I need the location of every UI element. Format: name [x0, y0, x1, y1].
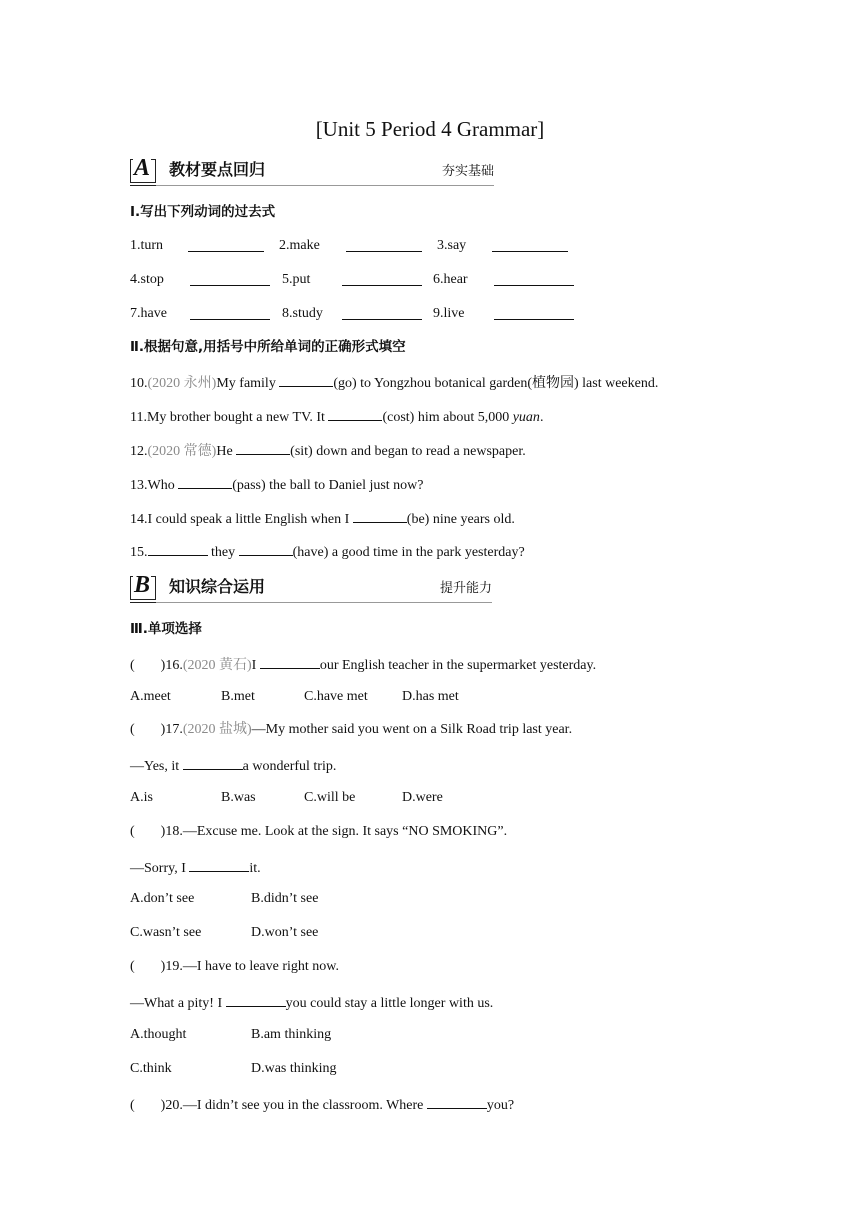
- question-source: (2020 黄石): [182, 658, 252, 673]
- option-c[interactable]: C.think: [130, 1061, 172, 1076]
- option-d[interactable]: D.was thinking: [251, 1061, 337, 1076]
- question-text: .: [539, 410, 544, 425]
- option-c[interactable]: C.will be: [304, 790, 356, 805]
- question-text: it.: [249, 861, 261, 876]
- answer-blank[interactable]: [328, 406, 382, 421]
- answer-blank[interactable]: [346, 237, 422, 252]
- word-item: 8.study: [282, 306, 323, 321]
- question-text: —Sorry, I: [130, 861, 190, 876]
- answer-blank[interactable]: [236, 440, 290, 455]
- question-18: [130, 823, 507, 841]
- section-b-header: [130, 574, 492, 604]
- option-d[interactable]: D.were: [402, 790, 443, 805]
- part3-heading: Ⅲ.单项选择: [130, 621, 202, 637]
- option-a[interactable]: A.meet: [130, 689, 171, 704]
- question-text: (go) to Yongzhou botanical garden(植物园) last weekend.: [333, 376, 659, 391]
- question-text: you?: [486, 1098, 515, 1113]
- question-source: (2020 盐城): [182, 722, 252, 737]
- question-16: [130, 654, 596, 675]
- word-item: 6.hear: [433, 272, 468, 287]
- question-11: [130, 406, 543, 427]
- question-13: [130, 474, 424, 495]
- option-d[interactable]: D.has met: [402, 689, 459, 704]
- question-text: 14.I could speak a little English when I: [130, 512, 353, 527]
- answer-blank[interactable]: [279, 372, 333, 387]
- question-text: I: [251, 658, 260, 673]
- question-14: [130, 508, 515, 529]
- answer-blank[interactable]: [190, 271, 270, 286]
- question-text: 13.Who: [130, 478, 179, 493]
- question-17: [130, 721, 572, 739]
- question-text: our English teacher in the supermarket yesterday.: [319, 658, 597, 673]
- question-19-reply: [130, 992, 493, 1013]
- question-text: My family: [216, 376, 280, 391]
- question-number: )17.: [160, 722, 183, 737]
- option-b[interactable]: B.met: [221, 689, 255, 704]
- option-b[interactable]: B.am thinking: [251, 1027, 332, 1042]
- answer-blank[interactable]: [178, 474, 232, 489]
- section-title: 教材要点回归: [169, 160, 266, 179]
- answer-blank[interactable]: [226, 992, 286, 1007]
- word-item: 7.have: [130, 306, 167, 321]
- question-text: (pass) the ball to Daniel just now?: [232, 478, 424, 493]
- question-number: 12.: [130, 444, 148, 459]
- option-a[interactable]: A.don’t see: [130, 891, 195, 906]
- answer-blank[interactable]: [188, 237, 264, 252]
- option-b[interactable]: B.didn’t see: [251, 891, 319, 906]
- word-item: 2.make: [279, 238, 320, 253]
- question-text: —My mother said you went on a Silk Road trip last year.: [251, 722, 573, 737]
- section-divider: [156, 602, 492, 603]
- question-text: —I have to leave right now.: [182, 959, 339, 974]
- option-a[interactable]: A.thought: [130, 1027, 187, 1042]
- option-c[interactable]: C.wasn’t see: [130, 925, 202, 940]
- answer-paren-open: (: [130, 824, 135, 839]
- question-text: 15.: [130, 545, 148, 560]
- answer-paren-open: (: [130, 658, 135, 673]
- question-number: 10.: [130, 376, 148, 391]
- question-text: —What a pity! I: [130, 996, 226, 1011]
- question-17-reply: [130, 755, 336, 776]
- answer-paren-open: (: [130, 722, 135, 737]
- answer-blank[interactable]: [260, 654, 320, 669]
- part1-heading: Ⅰ.写出下列动词的过去式: [130, 204, 276, 220]
- word-item: 9.live: [433, 306, 465, 321]
- answer-blank[interactable]: [342, 271, 422, 286]
- part2-heading: Ⅱ.根据句意,用括号中所给单词的正确形式填空: [130, 339, 406, 355]
- page-title: [Unit 5 Period 4 Grammar]: [315, 117, 545, 141]
- question-number: )16.: [160, 658, 183, 673]
- section-subtitle: 夯实基础: [441, 164, 494, 179]
- question-19: [130, 958, 339, 976]
- question-text: (have) a good time in the park yesterday?: [292, 545, 525, 560]
- option-d[interactable]: D.won’t see: [251, 925, 319, 940]
- answer-blank[interactable]: [239, 541, 293, 556]
- option-a[interactable]: A.is: [130, 790, 153, 805]
- question-10: [130, 372, 658, 393]
- question-text: —Excuse me. Look at the sign. It says “NO SMOKING”.: [182, 824, 508, 839]
- section-subtitle: 提升能力: [439, 581, 492, 596]
- answer-blank[interactable]: [494, 305, 574, 320]
- question-number: )19.: [160, 959, 183, 974]
- word-item: 5.put: [282, 272, 311, 287]
- option-b[interactable]: B.was: [221, 790, 256, 805]
- answer-blank[interactable]: [353, 508, 407, 523]
- question-number: )18.: [160, 824, 183, 839]
- question-12: [130, 440, 526, 461]
- question-text: He: [216, 444, 237, 459]
- answer-blank[interactable]: [190, 305, 270, 320]
- section-divider: [156, 185, 494, 186]
- answer-blank[interactable]: [427, 1094, 487, 1109]
- question-text: they: [207, 545, 239, 560]
- question-number: )20.: [160, 1098, 183, 1113]
- answer-paren-open: (: [130, 959, 135, 974]
- question-20: [130, 1094, 514, 1115]
- section-divider-dark: [130, 602, 156, 603]
- answer-blank[interactable]: [492, 237, 568, 252]
- question-text: —I didn’t see you in the classroom. Where: [182, 1098, 427, 1113]
- question-text: a wonderful trip.: [242, 759, 337, 774]
- question-15: [130, 541, 525, 562]
- question-text: (sit) down and began to read a newspaper.: [290, 444, 526, 459]
- section-letter: A: [134, 155, 151, 181]
- answer-blank[interactable]: [189, 857, 249, 872]
- question-text-italic: yuan: [512, 410, 540, 425]
- section-letter: B: [134, 572, 151, 598]
- answer-blank[interactable]: [494, 271, 574, 286]
- word-item: 4.stop: [130, 272, 164, 287]
- question-text: —Yes, it: [130, 759, 183, 774]
- section-divider-dark: [130, 185, 156, 186]
- question-text: (be) nine years old.: [406, 512, 515, 527]
- question-text: you could stay a little longer with us.: [285, 996, 494, 1011]
- answer-blank[interactable]: [342, 305, 422, 320]
- question-text: (cost) him about 5,000: [382, 410, 513, 425]
- question-source: (2020 常德): [147, 444, 217, 459]
- answer-blank[interactable]: [183, 755, 243, 770]
- word-item: 3.say: [437, 238, 467, 253]
- answer-blank[interactable]: [148, 541, 208, 556]
- question-18-reply: [130, 857, 261, 878]
- section-a-header: [130, 157, 494, 187]
- question-text: 11.My brother bought a new TV. It: [130, 410, 329, 425]
- section-title: 知识综合运用: [169, 577, 266, 596]
- question-source: (2020 永州): [147, 376, 217, 391]
- option-c[interactable]: C.have met: [304, 689, 368, 704]
- word-item: 1.turn: [130, 238, 164, 253]
- answer-paren-open: (: [130, 1098, 135, 1113]
